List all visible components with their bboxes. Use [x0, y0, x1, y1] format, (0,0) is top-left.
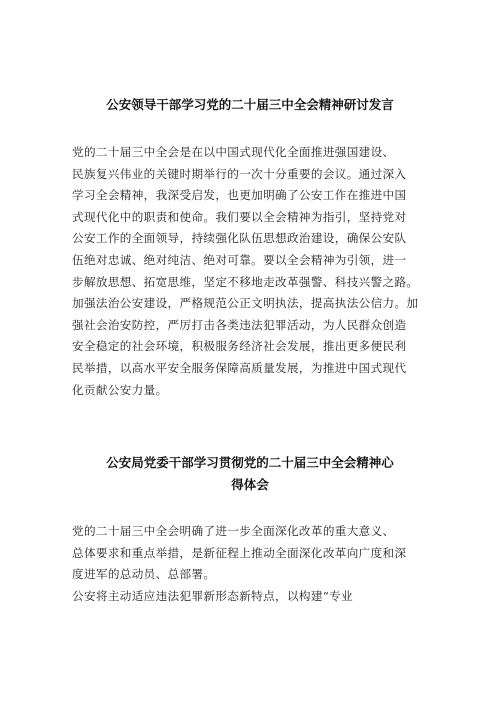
document-title-2: [70, 452, 430, 496]
paragraph-3: [72, 586, 444, 608]
paragraph-line: 总体要求和重点举措，是新征程上推动全面深化改革向广度和深: [72, 545, 407, 560]
paragraph-line: 化贡献公安力量。: [72, 382, 168, 397]
paragraph-line: 民举措，以高水平安全服务保障高质量发展，为推进中国式现代: [72, 360, 407, 375]
paragraph-line: 公安将主动适应违法犯罪新形态新特点，以构建“专业: [72, 589, 353, 603]
paragraph-line: 步解放思想、拓宽思维，坚定不移地走改革强警、科技兴警之路。: [72, 274, 419, 289]
paragraph-line: 强社会治安防控，严厉打击各类违法犯罪活动，为人民群众创造: [72, 317, 407, 332]
paragraph-line: 度进军的总动员、总部署。: [72, 567, 216, 582]
paragraph-line: 加强法治公安建设，严格规范公正文明执法，提高执法公信力。加: [72, 296, 419, 311]
paragraph-line: 安全稳定的社会环境，积极服务经济社会发展，推出更多便民利: [72, 339, 407, 354]
paragraph-line: 学习全会精神，我深受启发，也更加明确了公安工作在推进中国: [72, 188, 407, 203]
paragraph-2: [72, 521, 444, 586]
document-title-1: 公安领导干部学习党的二十届三中全会精神研讨发言: [106, 97, 394, 112]
paragraph-line: 公安工作的全面领导，持续强化队伍思想政治建设，确保公安队: [72, 231, 407, 246]
paragraph-line: 民族复兴伟业的关键时期举行的一次十分重要的会议。通过深入: [72, 166, 407, 181]
paragraph-line: 式现代化中的职责和使命。我们要以全会精神为指引，坚持党对: [72, 209, 407, 224]
paragraph-line: 党的二十届三中全会明确了进一步全面深化改革的重大意义、: [72, 524, 395, 538]
paragraph-line: 伍绝对忠诚、绝对纯洁、绝对可靠。要以全会精神为引领，进一: [72, 252, 407, 267]
title-2-line-2: 得体会: [231, 477, 269, 492]
paragraph-line: 党的二十届三中全会是在以中国式现代化全面推进强国建设、: [72, 145, 395, 159]
paragraph-1: [72, 142, 444, 401]
title-2-line-1: 公安局党委干部学习贯彻党的二十届三中全会精神心: [106, 455, 394, 470]
